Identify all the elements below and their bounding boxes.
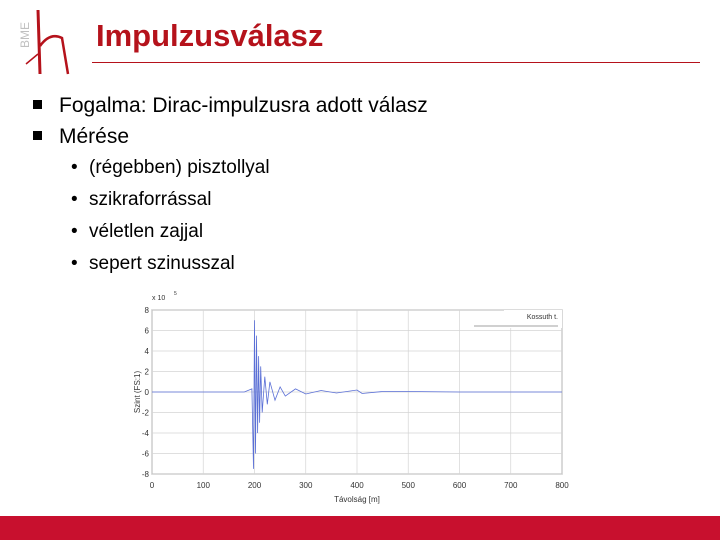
y-tick-label: -8 (141, 470, 149, 479)
y-multiplier-exponent: 5 (174, 291, 177, 297)
y-tick-label: 2 (144, 367, 149, 377)
impulse-response-chart (132, 286, 572, 511)
x-axis-label: Távolság [m] (334, 495, 380, 504)
page-title: Impulzusválasz (96, 18, 324, 53)
sub-bullet-text: szikraforrással (89, 189, 212, 210)
sub-bullet-item (33, 184, 693, 216)
slide-header (0, 0, 720, 80)
sub-bullet-item (33, 216, 693, 248)
slide-content (33, 90, 693, 280)
x-tick-label: 200 (247, 481, 262, 490)
dot-bullet: • (71, 253, 78, 274)
x-tick-label: 0 (149, 481, 155, 490)
y-tick-label: 0 (144, 388, 149, 397)
x-tick-label: 700 (504, 481, 518, 490)
sub-bullet-text: (régebben) pisztollyal (89, 157, 270, 178)
x-tick-label: 800 (555, 481, 569, 490)
y-multiplier: x 10 (152, 295, 166, 302)
bme-logo-text: BME (18, 21, 32, 48)
bullet-text: Fogalma: Dirac-impulzusra adott válasz (59, 94, 428, 117)
sub-bullet-text: sepert szinusszal (89, 253, 235, 274)
bullet-item (33, 90, 693, 121)
square-bullet-icon (33, 100, 42, 109)
bullet-text: Mérése (59, 125, 130, 148)
square-bullet-icon (33, 131, 42, 140)
sub-bullet-item (33, 152, 693, 184)
legend-label: Kossuth t. (526, 314, 558, 321)
x-tick-label: 300 (299, 481, 313, 490)
dot-bullet: • (71, 157, 78, 178)
footer-bar (0, 516, 720, 540)
sub-bullet-text: véletlen zajjal (89, 221, 204, 242)
x-tick-label: 400 (350, 481, 364, 490)
y-tick-label: -2 (141, 408, 149, 418)
dot-bullet: • (71, 189, 78, 210)
y-tick-label: -6 (141, 449, 149, 459)
y-tick-label: 4 (144, 347, 149, 356)
sub-bullet-item (33, 248, 693, 280)
y-tick-label: -4 (141, 429, 149, 438)
bullet-item (33, 121, 693, 152)
y-tick-label: 8 (144, 306, 149, 315)
dot-bullet: • (71, 221, 78, 242)
x-tick-label: 600 (452, 481, 467, 490)
y-axis-label: Szint (FS:1) (133, 370, 142, 414)
bme-logo (10, 8, 80, 78)
x-tick-label: 500 (401, 481, 415, 490)
title-rule (92, 62, 700, 63)
y-tick-label: 6 (144, 326, 149, 336)
x-tick-label: 100 (196, 481, 210, 490)
